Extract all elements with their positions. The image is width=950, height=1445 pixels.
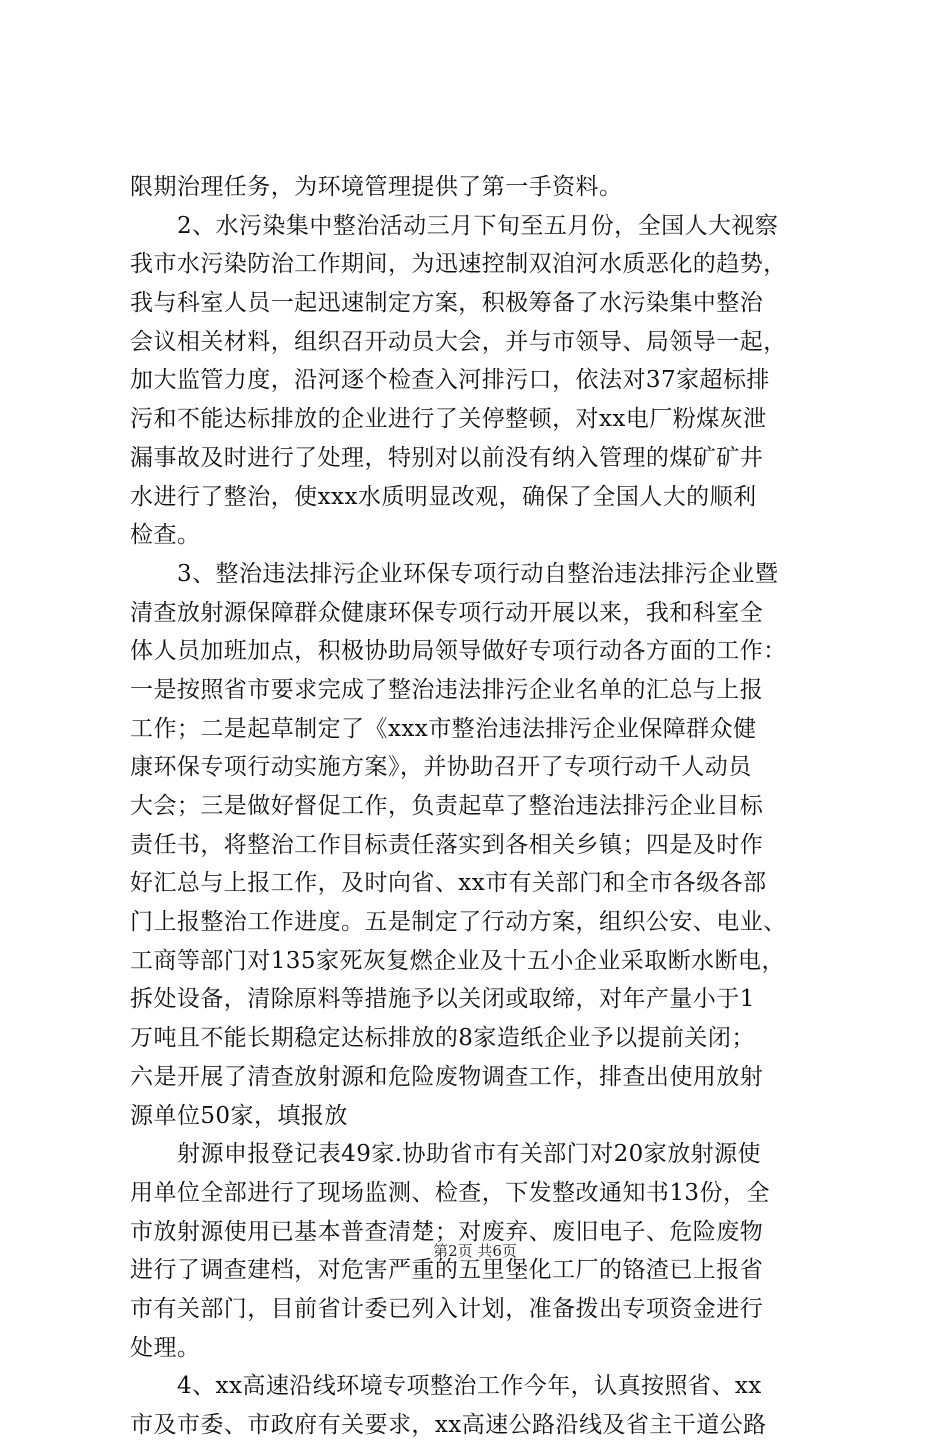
text-line: 市及市委、市政府有关要求，xx高速公路沿线及省主干道公路 xyxy=(130,1412,767,1438)
text-line: 我与科室人员一起迅速制定方案，积极筹备了水污染集中整治 xyxy=(130,290,764,317)
text-line: 加大监管力度，沿河逐个检查入河排污口，依法对37家超标排 xyxy=(130,367,770,394)
text-line: 拆处设备，清除原料等措施予以关闭或取缔，对年产量小于1 xyxy=(130,986,755,1013)
text-line: 门上报整治工作进度。五是制定了行动方案，组织公安、电业、 xyxy=(130,909,787,936)
text-line: 会议相关材料，组织召开动员大会，并与市领导、局领导一起， xyxy=(130,328,787,355)
text-line: 源单位50家，填报放 xyxy=(130,1102,348,1129)
text-line: 万吨且不能长期稳定达标排放的8家造纸企业予以提前关闭； xyxy=(130,1025,755,1052)
paragraph-start: 4、xx高速沿线环境专项整治工作今年，认真按照省、xx xyxy=(177,1373,762,1400)
text-line: 处理。 xyxy=(130,1334,201,1361)
page-number-footer: 第2页 共6页 xyxy=(433,1242,517,1260)
paragraph-start: 2、水污染集中整治活动三月下旬至五月份，全国人大视察 xyxy=(177,212,779,239)
text-line: 我市水污染防治工作期间，为迅速控制双洎河水质恶化的趋势， xyxy=(130,251,787,278)
text-line: 六是开展了清查放射源和危险废物调查工作，排查出使用放射 xyxy=(130,1063,764,1090)
text-line: 污和不能达标排放的企业进行了关停整顿，对xx电厂粉煤灰泄 xyxy=(130,406,767,433)
text-line: 水进行了整治，使xxx水质明显改观，确保了全国人大的顺利 xyxy=(130,483,757,510)
text-line: 用单位全部进行了现场监测、检查，下发整改通知书13份，全 xyxy=(130,1179,770,1206)
text-line: 责任书，将整治工作目标责任落实到各相关乡镇；四是及时作 xyxy=(130,831,764,858)
text-line: 大会；三是做好督促工作，负责起草了整治违法排污企业目标 xyxy=(130,793,764,819)
text-line: 体人员加班加点，积极协助局领导做好专项行动各方面的工作： xyxy=(130,638,787,665)
text-line: 工商等部门对135家死灰复燃企业及十五小企业采取断水断电， xyxy=(130,947,785,974)
text-line: 检查。 xyxy=(130,522,201,549)
paragraph-start: 3、整治违法排污企业环保专项行动自整治违法排污企业暨 xyxy=(177,560,779,587)
text-line: 市放射源使用已基本普查清楚；对废弃、废旧电子、危险废物 xyxy=(130,1218,764,1245)
paragraph-start: 射源申报登记表49家.协助省市有关部门对20家放射源使 xyxy=(177,1141,761,1168)
text-line: 工作；二是起草制定了《xxx市整治违法排污企业保障群众健 xyxy=(130,715,757,742)
text-line: 一是按照省市要求完成了整治违法排污企业名单的汇总与上报 xyxy=(130,676,764,703)
text-line: 好汇总与上报工作，及时向省、xx市有关部门和全市各级各部 xyxy=(130,870,767,897)
text-line: 市有关部门，目前省计委已列入计划，准备拨出专项资金进行 xyxy=(130,1295,764,1322)
text-line: 清查放射源保障群众健康环保专项行动开展以来，我和科室全 xyxy=(130,599,764,626)
text-line: 限期治理任务，为环境管理提供了第一手资料。 xyxy=(130,174,623,200)
text-line: 进行了调查建档，对危害严重的五里堡化工厂的铬渣已上报省 xyxy=(130,1257,764,1284)
text-line: 康环保专项行动实施方案》，并协助召开了专项行动千人动员 xyxy=(130,754,752,781)
text-line: 漏事故及时进行了处理，特别对以前没有纳入管理的煤矿矿井 xyxy=(130,444,764,471)
